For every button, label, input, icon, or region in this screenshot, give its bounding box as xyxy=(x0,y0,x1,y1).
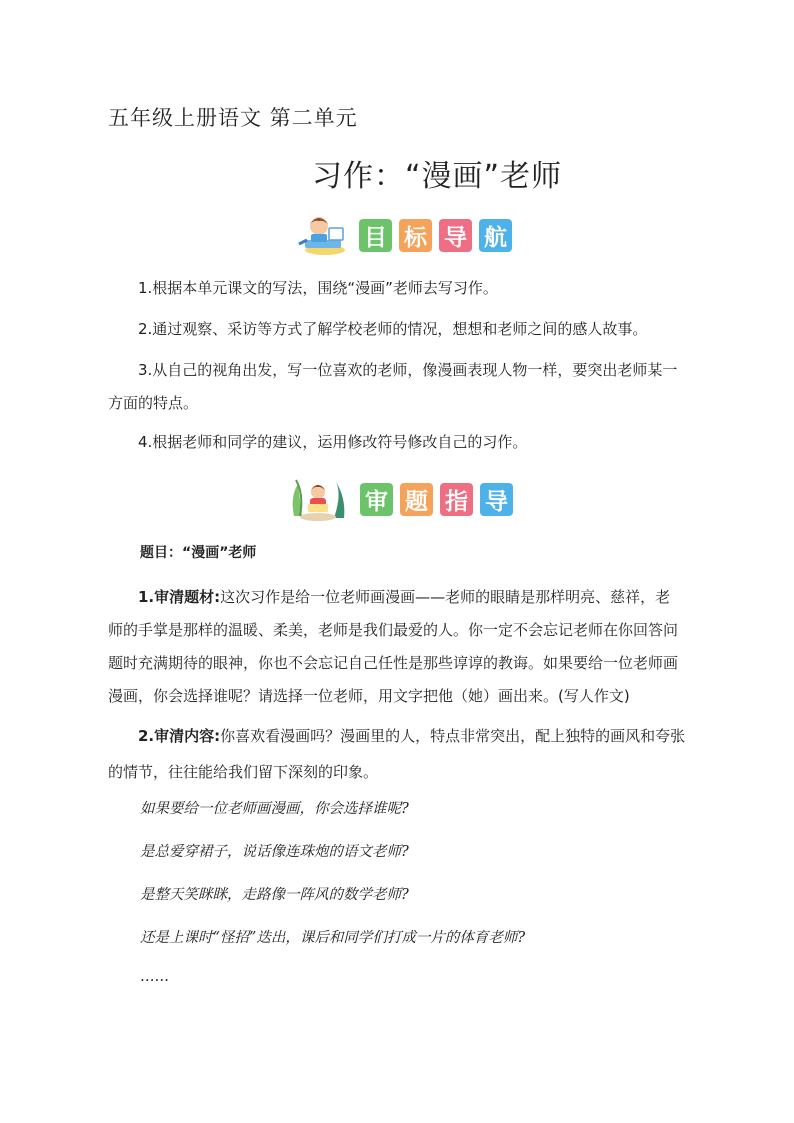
banner-tile: 导 xyxy=(480,483,513,516)
section-subject xyxy=(108,581,708,713)
goal-item: 3.从自己的视角出发，写一位喜欢的老师，像漫画表现人物一样，要突出老师某一 xyxy=(138,361,678,379)
goals-banner xyxy=(293,214,519,256)
section-content-heading: 2.审清内容: xyxy=(138,727,221,745)
reading-child-plants-icon xyxy=(286,476,350,522)
banner-tile: 标 xyxy=(399,219,432,252)
question-line: 是总爱穿裙子，说话像连珠炮的语文老师? xyxy=(140,844,409,860)
section-content-line: 2.审清内容:你喜欢看漫画吗？漫画里的人，特点非常突出，配上独特的画风和夸张 xyxy=(138,727,686,745)
page-title: 习作：“漫画”老师 xyxy=(312,159,563,194)
goal-item: 2.通过观察、采访等方式了解学校老师的情况，想想和老师之间的感人故事。 xyxy=(138,320,648,338)
goals-list xyxy=(108,272,708,459)
section-subject-line: 题时充满期待的眼神，你也不会忘记自己任性是那些谆谆的教诲。如果要给一位老师画 xyxy=(108,654,679,672)
banner-tile: 题 xyxy=(400,483,433,516)
section-subject-heading: 1.审清题材: xyxy=(138,588,221,606)
banner-tile: 目 xyxy=(359,219,392,252)
section-content xyxy=(108,718,708,790)
student-reading-icon xyxy=(293,214,351,256)
page-subtitle: 五年级上册语文 第二单元 xyxy=(108,106,358,130)
goals-banner-tiles xyxy=(359,219,519,252)
goal-item: 1.根据本单元课文的写法，围绕“漫画”老师去写习作。 xyxy=(138,279,498,297)
banner-tile: 航 xyxy=(479,219,512,252)
review-banner-tiles xyxy=(360,483,520,516)
section-content-line: 的情节，往往能给我们留下深刻的印象。 xyxy=(108,763,379,781)
goal-item-continued: 方面的特点。 xyxy=(108,394,199,412)
review-banner xyxy=(286,476,520,522)
section-subject-line: 1.审清题材:这次习作是给一位老师画漫画——老师的眼睛是那样明亮、慈祥，老 xyxy=(138,588,671,606)
banner-tile: 审 xyxy=(360,483,393,516)
ellipsis: …… xyxy=(140,969,169,985)
banner-tile: 指 xyxy=(440,483,473,516)
banner-tile: 导 xyxy=(439,219,472,252)
goal-item: 4.根据老师和同学的建议，运用修改符号修改自己的习作。 xyxy=(138,433,528,451)
question-line: 是整天笑眯眯，走路像一阵风的数学老师? xyxy=(140,887,409,903)
question-line: 如果要给一位老师画漫画，你会选择谁呢? xyxy=(140,801,409,817)
section-subject-line: 师的手掌是那样的温暖、柔美，老师是我们最爱的人。你一定不会忘记老师在你回答问 xyxy=(108,621,679,639)
question-line: 还是上课时“怪招”迭出，课后和同学们打成一片的体育老师? xyxy=(140,930,526,946)
topic-label: 题目：“漫画”老师 xyxy=(140,545,257,561)
section-subject-line: 漫画，你会选择谁呢？请选择一位老师，用文字把他（她）画出来。(写人作文) xyxy=(108,687,630,705)
